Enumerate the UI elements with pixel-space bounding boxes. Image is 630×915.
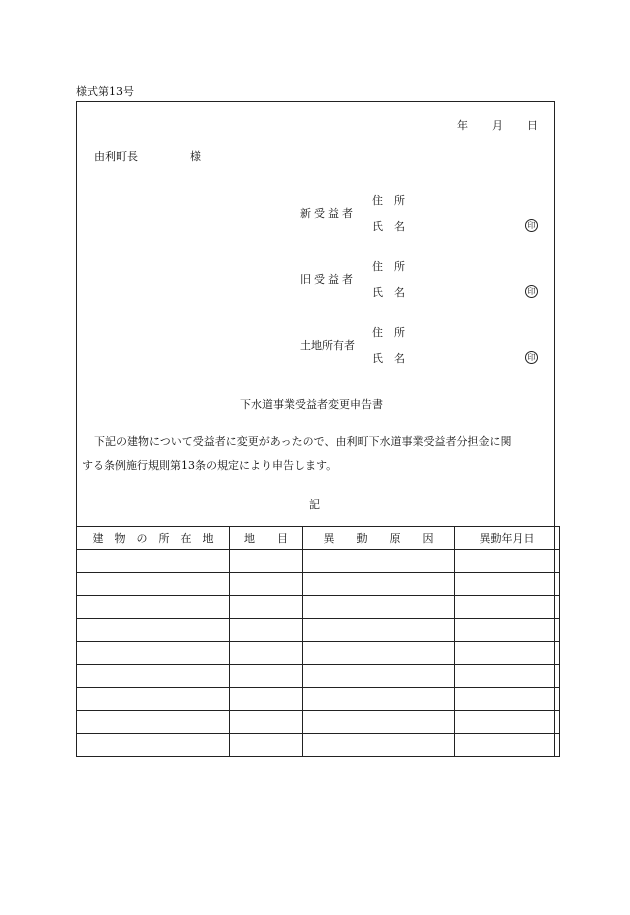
- change-date-cell[interactable]: [455, 711, 560, 734]
- location-cell[interactable]: [77, 688, 230, 711]
- seal-mark: 印: [525, 351, 538, 364]
- change-date-cell[interactable]: [455, 550, 560, 573]
- party-name-label: 氏 名: [372, 352, 405, 365]
- change-date-cell[interactable]: [455, 596, 560, 619]
- land-category-cell[interactable]: [230, 665, 303, 688]
- change-reason-cell[interactable]: [303, 688, 455, 711]
- location-cell[interactable]: [77, 596, 230, 619]
- date-day-label: 日: [527, 119, 538, 132]
- property-table: [76, 526, 560, 757]
- seal-icon: [525, 285, 538, 298]
- land-category-cell[interactable]: [230, 688, 303, 711]
- party-name-label: 氏 名: [372, 286, 405, 299]
- location-cell[interactable]: [77, 734, 230, 757]
- land-category-cell[interactable]: [230, 619, 303, 642]
- header-location: 建 物 の 所 在 地: [77, 527, 230, 550]
- table-row: [77, 734, 560, 757]
- location-cell[interactable]: [77, 711, 230, 734]
- location-cell[interactable]: [77, 619, 230, 642]
- change-reason-cell[interactable]: [303, 734, 455, 757]
- table-header-row: [77, 527, 560, 550]
- party-address-label: 住 所: [372, 194, 405, 207]
- table-row: [77, 573, 560, 596]
- location-cell[interactable]: [77, 573, 230, 596]
- land-category-cell[interactable]: [230, 596, 303, 619]
- change-reason-cell[interactable]: [303, 596, 455, 619]
- body-text-line-2: する条例施行規則第13条の規定により申告します。: [82, 459, 338, 472]
- party-address-label: 住 所: [372, 326, 405, 339]
- header-land-category: 地 目: [230, 527, 303, 550]
- change-date-cell[interactable]: [455, 688, 560, 711]
- ki-heading: 記: [309, 498, 320, 511]
- date-month-label: 月: [492, 119, 503, 132]
- change-date-cell[interactable]: [455, 619, 560, 642]
- change-reason-cell[interactable]: [303, 573, 455, 596]
- header-change-reason: 異 動 原 因: [303, 527, 455, 550]
- land-category-cell[interactable]: [230, 711, 303, 734]
- body-text-line-1: 下記の建物について受益者に変更があったので、由利町下水道事業受益者分担金に関: [94, 435, 512, 448]
- addressee-honorific: 様: [190, 150, 201, 163]
- party-role-new-beneficiary: 新受益者: [300, 207, 356, 220]
- table-row: [77, 688, 560, 711]
- change-date-cell[interactable]: [455, 642, 560, 665]
- land-category-cell[interactable]: [230, 573, 303, 596]
- seal-icon: [525, 351, 538, 364]
- table-row: [77, 642, 560, 665]
- land-category-cell[interactable]: [230, 734, 303, 757]
- table-row: [77, 619, 560, 642]
- location-cell[interactable]: [77, 642, 230, 665]
- land-category-cell[interactable]: [230, 550, 303, 573]
- party-role-landowner: 土地所有者: [300, 339, 355, 352]
- change-date-cell[interactable]: [455, 665, 560, 688]
- location-cell[interactable]: [77, 665, 230, 688]
- date-year-label: 年: [457, 119, 468, 132]
- location-cell[interactable]: [77, 550, 230, 573]
- land-category-cell[interactable]: [230, 642, 303, 665]
- change-reason-cell[interactable]: [303, 642, 455, 665]
- table-row: [77, 711, 560, 734]
- table-row: [77, 596, 560, 619]
- change-date-cell[interactable]: [455, 734, 560, 757]
- addressee-name: 由利町長: [94, 150, 138, 163]
- change-reason-cell[interactable]: [303, 665, 455, 688]
- table-row: [77, 550, 560, 573]
- form-number: 様式第13号: [76, 85, 134, 98]
- change-reason-cell[interactable]: [303, 619, 455, 642]
- party-address-label: 住 所: [372, 260, 405, 273]
- change-date-cell[interactable]: [455, 573, 560, 596]
- header-change-date: 異動年月日: [455, 527, 560, 550]
- seal-icon: [525, 219, 538, 232]
- change-reason-cell[interactable]: [303, 711, 455, 734]
- change-reason-cell[interactable]: [303, 550, 455, 573]
- table-row: [77, 665, 560, 688]
- seal-mark: 印: [525, 219, 538, 232]
- document-title: 下水道事業受益者変更申告書: [240, 398, 383, 411]
- party-name-label: 氏 名: [372, 220, 405, 233]
- party-role-old-beneficiary: 旧受益者: [300, 273, 356, 286]
- seal-mark: 印: [525, 285, 538, 298]
